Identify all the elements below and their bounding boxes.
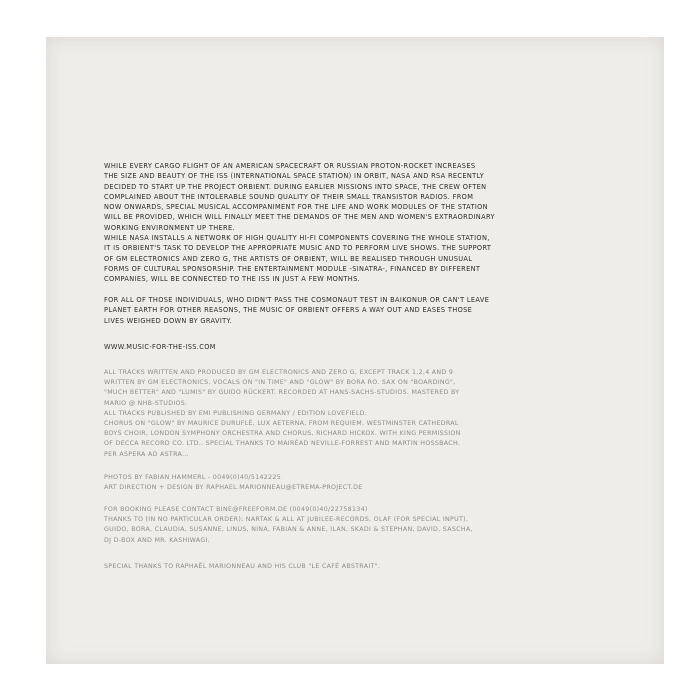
text-line: DECIDED TO START UP THE PROJECT ORBIENT. DURING EARLIER MISSIONS INTO SPACE, THE CREW OFTEN [104, 182, 487, 191]
text-line: ART DIRECTION + DESIGN BY RAPHAEL.MARIONNEAU@ETREMA-PROJECT.DE [104, 484, 363, 492]
text-line: PER ASPERA AD ASTRA... [104, 450, 189, 458]
intro-paragraph-2 [104, 295, 644, 326]
text-line: NOW ONWARDS, SPECIAL MUSICAL ACCOMPANIMENT FOR THE LIFE AND WORK MODULES OF THE STATION [104, 203, 488, 212]
credits-block [104, 368, 644, 460]
text-line: FOR BOOKING PLEASE CONTACT BINE@FREEFORM.DE (0049(0)40/22758134) [104, 506, 368, 513]
text-line: PLANET EARTH FOR OTHER REASONS, THE MUSIC OF ORBIENT OFFERS A WAY OUT AND EASES THOSE [104, 306, 473, 315]
photo-art-credits [104, 473, 644, 493]
text-line: PHOTOS BY FABIAN HAMMERL - 0049(0)40/5142225 [104, 474, 282, 481]
text-line: WORKING ENVIRONMENT UP THERE. [104, 223, 235, 232]
text-line: WHILE EVERY CARGO FLIGHT OF AN AMERICAN SPACECRAFT OR RUSSIAN PROTON-ROCKET INCREASES [104, 162, 476, 170]
text-line: GUIDO, BORA, CLAUDIA, SUSANNE, LINUS, NINA, FABIAN & ANNE, ILAN, SKADI & STEPHAN, DAVID, SASCHA, [104, 526, 473, 534]
intro-paragraph-1 [104, 161, 644, 285]
text-line: OF GM ELECTRONICS AND ZERO G, THE ARTISTS OF ORBIENT, WILL BE REALISED THROUGH UNUSUAL [104, 254, 473, 263]
text-line: ALL TRACKS WRITTEN AND PRODUCED BY GM ELECTRONICS AND ZERO G, EXCEPT TRACK 1,2,4 AND 9 [104, 369, 454, 376]
website-url: WWW.MUSIC-FOR-THE-ISS.COM [104, 343, 216, 351]
text-line: DJ D-BOX AND MR. KASHIWAGI. [104, 536, 210, 544]
text-line: FOR ALL OF THOSE INDIVIDUALS, WHO DIDN'T PASS THE COSMONAUT TEST IN BAIKONUR OR CAN'T LEAVE [104, 296, 490, 304]
text-line: WILL BE PROVIDED, WHICH WILL FINALLY MEET THE DEMANDS OF THE MEN AND WOMEN'S EXTRAORDINARY [104, 213, 495, 222]
text-line: THANKS TO (IN NO PARTICULAR ORDER): NARTAK & ALL AT JUBILEE-RECORDS, OLAF (FOR SPECIAL INPUT), [104, 516, 469, 524]
text-line: WHILE NASA INSTALLS A NETWORK OF HIGH QUALITY HI-FI COMPONENTS COVERING THE WHOLE STATION, [104, 234, 490, 243]
text-line: FORMS OF CULTURAL SPONSORSHIP. THE ENTERTAINMENT MODULE -SINATRA-, FINANCED BY DIFFERENT [104, 264, 481, 273]
text-line: WRITTEN BY GM ELECTRONICS. VOCALS ON "IN TIME" AND "GLOW" BY BORA RO. SAX ON "BOARDING", [104, 379, 456, 387]
text-line: THE SIZE AND BEAUTY OF THE ISS (INTERNATIONAL SPACE STATION) IN ORBIT, NASA AND RSA RECENTLY [104, 172, 485, 181]
text-line: COMPLAINED ABOUT THE INTOLERABLE SOUND QUALITY OF THEIR SMALL TRANSISTOR RADIOS. FROM [104, 192, 474, 201]
text-line: BOYS CHOIR, LONDON SYMPHONY ORCHESTRA AND CHORUS, RICHARD HICKOX. WITH KING PERMISSION [104, 430, 461, 438]
text-line: OF DECCA RECORD CO. LTD.. SPECIAL THANKS TO MAIRÉAD NEVILLE-FORREST AND MARTIN HOSSBACH. [104, 440, 461, 448]
text-line: IT IS ORBIENT'S TASK TO DEVELOP THE APPROPRIATE MUSIC AND TO PERFORM LIVE SHOWS. THE SUPPORT [104, 244, 492, 253]
text-line: ALL TRACKS PUBLISHED BY EMI PUBLISHING GERMANY / EDITION LOVEFIELD. [104, 409, 368, 417]
text-line: CHORUS ON "GLOW" BY MAURICE DURUFLÉ, LUX AETERNA, FROM REQUIEM. WESTMINSTER CATHEDRAL [104, 420, 459, 428]
special-thanks: SPECIAL THANKS TO RAPHAËL MARIONNEAU AND HIS CLUB "LE CAFÉ ABSTRAIT". [104, 563, 381, 570]
text-line: LIVES WEIGHED DOWN BY GRAVITY. [104, 316, 232, 325]
text-line: "MUCH BETTER" AND "LUMIS" BY GUIDO RÜCKERT. RECORDED AT HANS-SACHS-STUDIOS. MASTERED BY [104, 389, 460, 397]
text-line: COMPANIES, WILL BE CONNECTED TO THE ISS IN JUST A FEW MONTHS. [104, 275, 361, 284]
booking-thanks [104, 505, 644, 546]
text-line: MARIO @ NHB-STUDIOS. [104, 399, 188, 407]
